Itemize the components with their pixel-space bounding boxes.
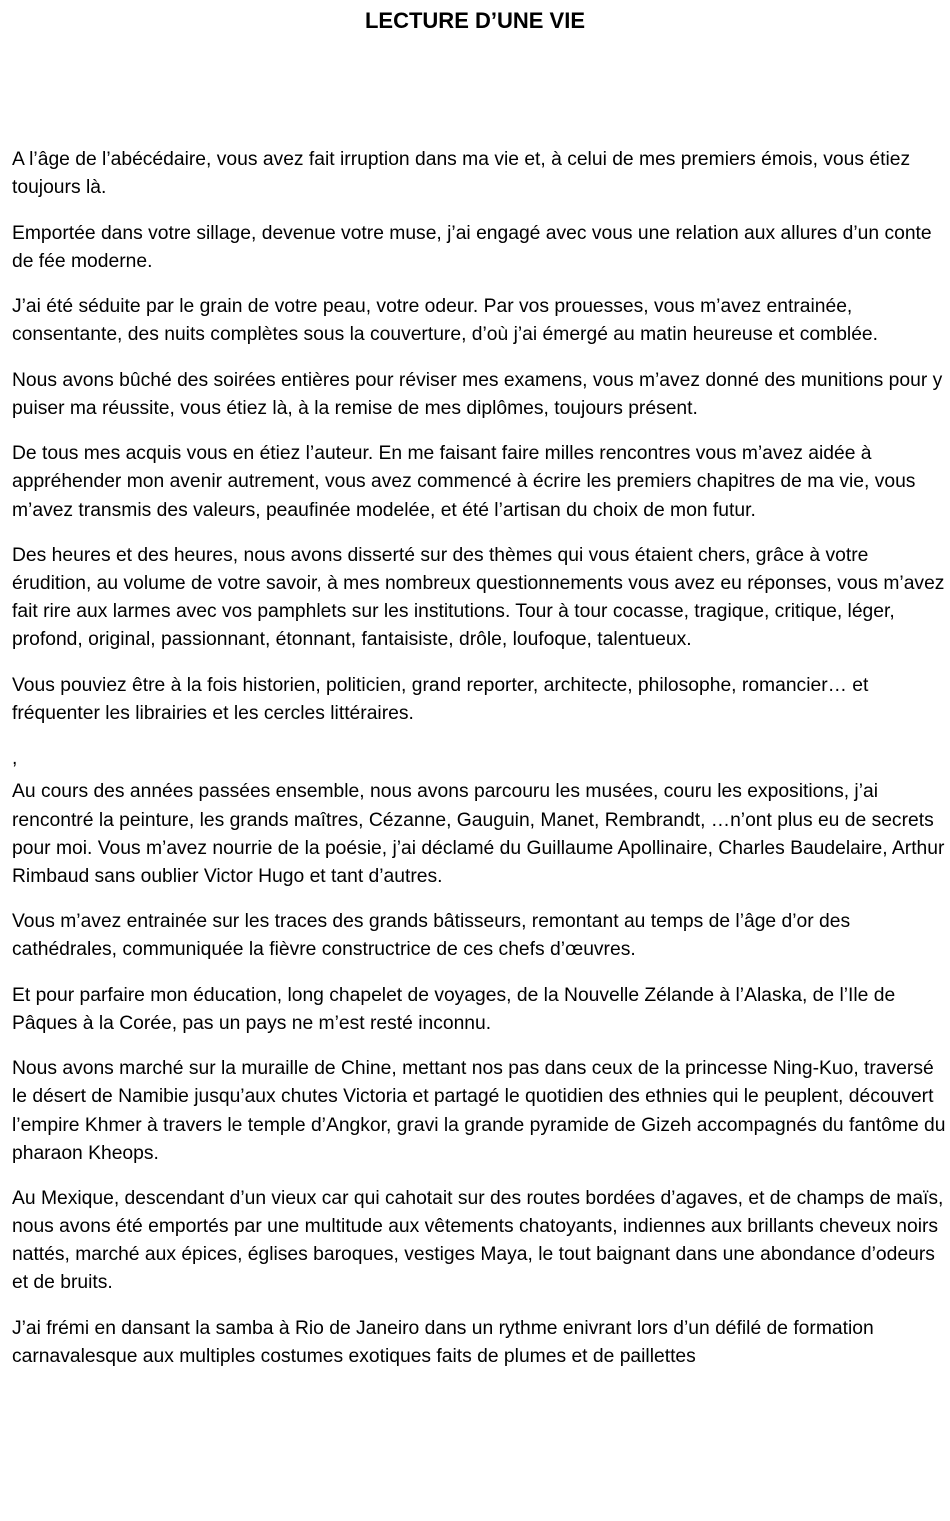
paragraph: De tous mes acquis vous en étiez l’auteur. En me faisant faire milles rencontres vous m’avez aidée à appréhender mon avenir autrement, vous avez commencé à écrire les premiers chapitres de ma vie, vous m’avez transmis des valeurs, peaufinée modelée, et été l’artisan du choix de mon futur. (12, 443, 916, 521)
paragraph: Emportée dans votre sillage, devenue votre muse, j’ai engagé avec vous une relation aux allures d’un conte de fée moderne. (12, 222, 932, 272)
paragraph: Et pour parfaire mon éducation, long chapelet de voyages, de la Nouvelle Zélande à l’Alaska, de l’Ile de Pâques à la Corée, pas un pays ne m’est resté inconnu. (12, 984, 896, 1034)
paragraph: J’ai frémi en dansant la samba à Rio de Janeiro dans un rythme enivrant lors d’un défilé de formation carnavalesque aux multiples costumes exotiques faits de plumes et de paillettes (12, 1317, 874, 1367)
paragraph: Vous m’avez entrainée sur les traces des grands bâtisseurs, remontant au temps de l’âge d’or des cathédrales, communiquée la fièvre constructrice de ces chefs d’œuvres. (12, 911, 851, 961)
document-body (12, 146, 946, 1388)
paragraph: Au Mexique, descendant d’un vieux car qui cahotait sur des routes bordées d’agaves, et de champs de maïs, nous avons été emportés par une multitude aux vêtements chatoyants, indiennes aux brillants cheveux noirs nattés, marché aux épices, églises baroques, vestiges Maya, le tout baignant dans une abondance d’odeurs et de bruits. (12, 1188, 944, 1294)
paragraph: A l’âge de l’abécédaire, vous avez fait irruption dans ma vie et, à celui de mes premiers émois, vous étiez toujours là. (12, 149, 911, 199)
paragraph: Des heures et des heures, nous avons disserté sur des thèmes qui vous étaient chers, grâce à votre érudition, au volume de votre savoir, à mes nombreux questionnements vous avez eu réponses, vous m’avez fait rire aux larmes avec vos pamphlets sur les institutions. Tour à tour cocasse, tragique, critique, léger, profond, original, passionnant, étonnant, fantaisiste, drôle, loufoque, talentueux. (12, 544, 945, 651)
stray-comma: , (12, 748, 18, 770)
document-title: LECTURE D’UNE VIE (364, 8, 586, 33)
paragraph: Au cours des années passées ensemble, nous avons parcouru les musées, couru les expositions, j’ai rencontré la peinture, les grands maîtres, Cézanne, Gauguin, Manet, Rembrandt, …n’ont plus eu de secrets pour moi. Vous m’avez nourrie de la poésie, j’ai déclamé du Guillaume Apollinaire, Charles Baudelaire, Arthur Rimbaud sans oublier Victor Hugo et tant d’autres. (12, 781, 945, 887)
paragraph: Nous avons marché sur la muraille de Chine, mettant nos pas dans ceux de la princesse Ning-Kuo, traversé le désert de Namibie jusqu’aux chutes Victoria et partagé le quotidien des ethnies qui le peuplent, découvert l’empire Khmer à travers le temple d’Angkor, gravi la grande pyramide de Gizeh accompagnés du fantôme du pharaon Kheops. (12, 1058, 946, 1164)
paragraph: J’ai été séduite par le grain de votre peau, votre odeur. Par vos prouesses, vous m’avez entrainée, consentante, des nuits complètes sous la couverture, d’où j’ai émergé au matin heureuse et comblée. (12, 296, 879, 346)
paragraph: Nous avons bûché des soirées entières pour réviser mes examens, vous m’avez donné des munitions pour y puiser ma réussite, vous étiez là, à la remise de mes diplômes, toujours présent. (12, 369, 943, 419)
paragraph: Vous pouviez être à la fois historien, politicien, grand reporter, architecte, philosophe, romancier… et fréquenter les librairies et les cercles littéraires. (12, 674, 869, 724)
